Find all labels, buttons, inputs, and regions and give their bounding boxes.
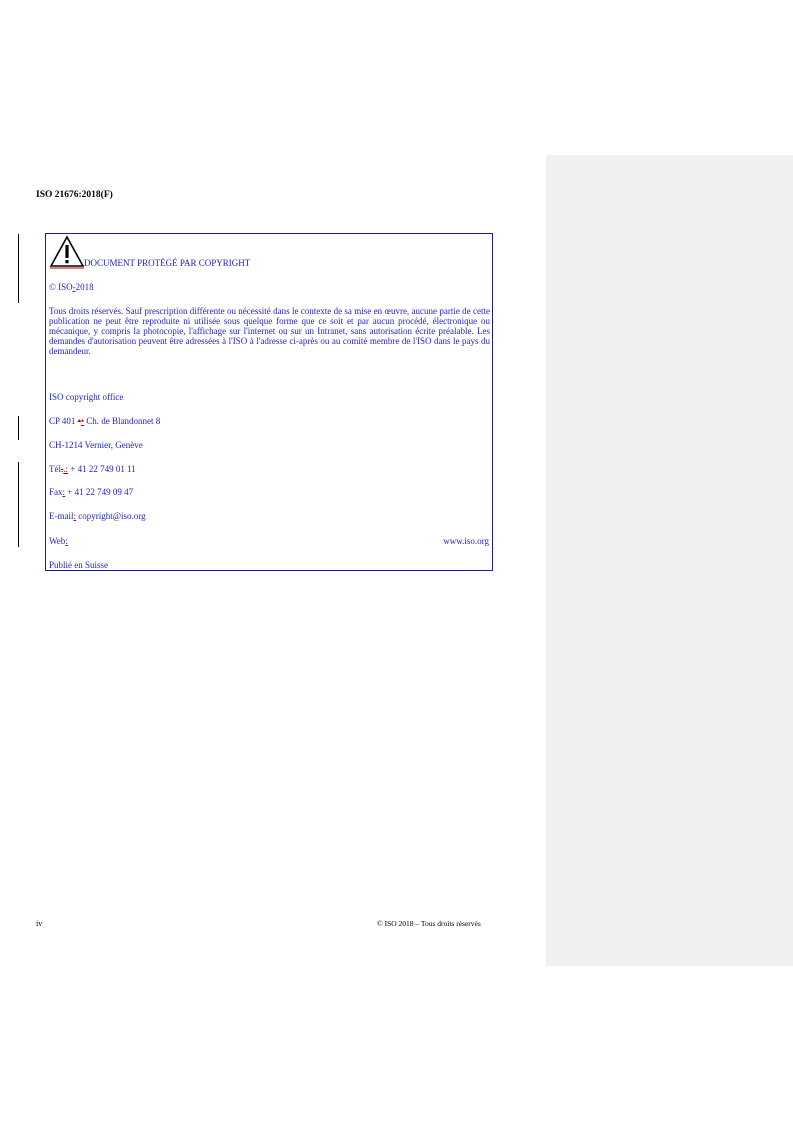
change-bar	[18, 416, 19, 440]
tel-deleted-mark: .	[61, 464, 64, 474]
copyright-line	[49, 282, 94, 293]
fax-value: + 41 22 749 09 47	[65, 487, 134, 497]
change-bar	[18, 234, 19, 303]
copyright-prefix: © ISO	[49, 282, 73, 292]
markup-pane	[546, 155, 793, 966]
document-header: ISO 21676:2018(F)	[36, 190, 113, 200]
email-value: copyright@iso.org	[76, 511, 146, 521]
email-line	[49, 511, 146, 522]
rights-paragraph: Tous droits réservés. Sauf prescription différente ou nécessité dans le contexte de sa mise en œuvre, aucune partie de cette publication ne peut être reproduite ni utilisée sous quelque forme que ce soit et par aucun procédé, électronique ou mécanique, y compris la photocopie, l'affichage sur l'internet ou sur un Intranet, sans autorisation écrite préalable. Les demandes d'autorisation peuvent être adressées à l'ISO à l'adresse ci-après ou au comité membre de l'ISO dans le pays du demandeur.	[49, 306, 490, 356]
cp-suffix: Ch. de Blandonnet 8	[84, 416, 161, 426]
address-line	[49, 416, 160, 427]
web-url: www.iso.org	[443, 536, 489, 546]
tel-label: Tél	[49, 464, 61, 474]
copyright-year: 2018	[75, 282, 94, 292]
office-line: ISO copyright office	[49, 392, 124, 402]
cp-prefix: CP 401	[49, 416, 78, 426]
fax-label: Fax	[49, 487, 63, 497]
copyright-inserted-mark: -	[72, 282, 76, 292]
footer-copyright: © ISO 2018 – Tous droits réservés	[377, 919, 481, 928]
email-inserted-mark: :	[73, 511, 77, 521]
web-inserted-mark: :	[65, 536, 68, 546]
fax-inserted-mark: :	[62, 487, 66, 497]
published-line: Publié en Suisse	[49, 560, 109, 570]
email-label: E-mail	[49, 511, 74, 521]
cp-deleted-mark: •	[77, 416, 81, 426]
tel-inserted-mark: .:	[63, 464, 69, 474]
cp-inserted-mark: •	[80, 416, 84, 426]
warning-icon	[49, 235, 85, 269]
copyright-title: DOCUMENT PROTÉGÉ PAR COPYRIGHT	[84, 258, 251, 268]
tel-line	[49, 464, 136, 475]
fax-line	[49, 487, 133, 498]
copyright-box	[45, 233, 493, 571]
city-line: CH-1214 Vernier, Genève	[49, 440, 143, 450]
tel-value: + 41 22 749 01 11	[68, 464, 136, 474]
web-label: Web	[49, 536, 66, 546]
page-number: iv	[36, 919, 43, 928]
change-bar	[18, 462, 19, 547]
web-line	[49, 536, 68, 547]
